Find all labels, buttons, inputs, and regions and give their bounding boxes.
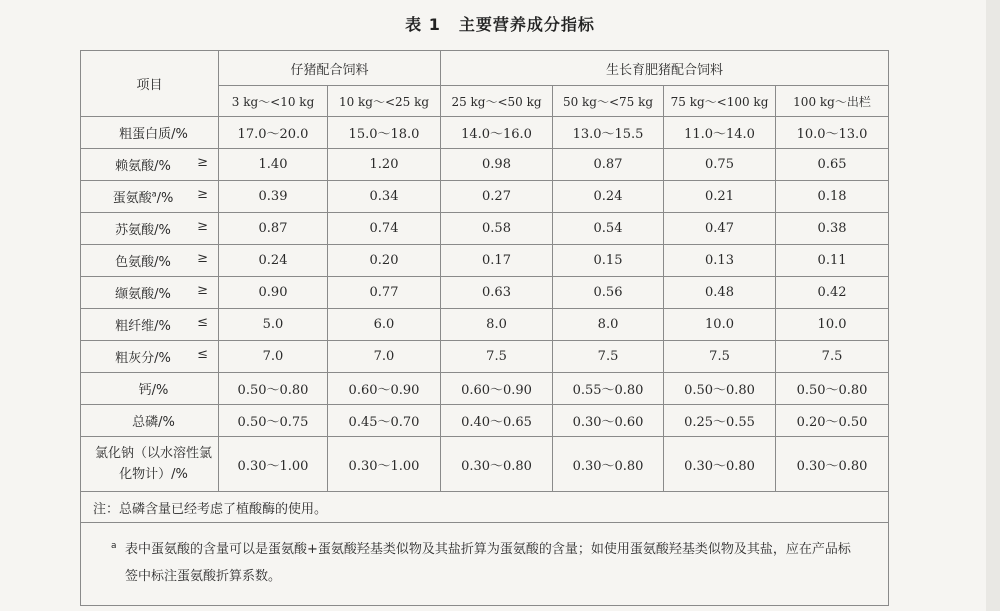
footnote-marker: a [151,189,157,199]
table-row [81,149,889,181]
comparison-operator: ≥ [197,251,208,266]
value-cell: 0.30～0.80 [776,437,889,492]
table-row [81,277,889,309]
row-label-text: 色氨酸/% [115,255,171,270]
value-cell: 10.0～13.0 [776,117,889,149]
row-label-text: 蛋氨酸 [112,191,152,206]
value-cell: 0.30～1.00 [328,437,441,492]
value-cell: 10.0 [776,309,889,341]
value-cell: 0.30～0.60 [553,405,664,437]
value-cell: 14.0～16.0 [441,117,553,149]
row-label [81,181,219,213]
row-label-text: 赖氨酸/% [115,159,171,174]
value-cell: 7.5 [441,341,553,373]
value-cell: 0.42 [776,277,889,309]
value-cell: 17.0～20.0 [219,117,328,149]
row-label-text: 总磷/% [132,415,175,430]
row-label-text: 粗灰分/% [115,351,171,366]
value-cell: 7.5 [553,341,664,373]
table-title-text: 主要营养成分指标 [458,15,595,34]
value-cell: 1.40 [219,149,328,181]
value-cell: 0.30～0.80 [664,437,776,492]
value-cell: 6.0 [328,309,441,341]
header-group-grower: 生长育肥猪配合饲料 [441,51,889,86]
table-row [81,309,889,341]
row-label [81,117,219,149]
row-label-text: 钙/% [138,383,169,398]
value-cell: 0.25～0.55 [664,405,776,437]
value-cell: 0.75 [664,149,776,181]
row-label [81,245,219,277]
scan-edge [986,0,1000,611]
value-cell: 0.39 [219,181,328,213]
value-cell: 0.24 [553,181,664,213]
comparison-operator: ≤ [197,347,208,362]
table-number: 表 1 [405,15,441,34]
header-weight-cell: 100 kg～出栏 [776,86,889,117]
value-cell: 0.40～0.65 [441,405,553,437]
value-cell: 7.5 [776,341,889,373]
value-cell: 0.45～0.70 [328,405,441,437]
value-cell: 8.0 [441,309,553,341]
table-row [81,373,889,405]
value-cell: 0.11 [776,245,889,277]
row-label-text: 苏氨酸/% [115,223,171,238]
comparison-operator: ≥ [197,219,208,234]
value-cell: 0.98 [441,149,553,181]
value-cell: 0.90 [219,277,328,309]
value-cell: 0.55～0.80 [553,373,664,405]
value-cell: 11.0～14.0 [664,117,776,149]
value-cell: 0.58 [441,213,553,245]
table-row [81,405,889,437]
value-cell: 10.0 [664,309,776,341]
nutrient-table [80,50,889,606]
value-cell: 0.34 [328,181,441,213]
row-label-text: 缬氨酸/% [115,287,171,302]
table-note: 注：总磷含量已经考虑了植酸酶的使用。 [81,492,889,523]
value-cell: 0.15 [553,245,664,277]
value-cell: 0.87 [219,213,328,245]
note-row [81,492,889,523]
comparison-operator: ≥ [197,187,208,202]
value-cell: 0.60～0.90 [441,373,553,405]
footnote-row [81,523,889,606]
value-cell: 0.47 [664,213,776,245]
value-cell: 0.50～0.80 [776,373,889,405]
row-label [81,277,219,309]
header-weight-cell: 75 kg～<100 kg [664,86,776,117]
comparison-operator: ≤ [197,315,208,330]
row-label [81,309,219,341]
row-label-text: 氯化钠（以水溶性氯化物计）/% [94,446,212,482]
value-cell: 0.24 [219,245,328,277]
row-label [81,405,219,437]
comparison-operator: ≥ [197,155,208,170]
header-group-piglet: 仔猪配合饲料 [219,51,441,86]
table-row [81,117,889,149]
table-row [81,181,889,213]
value-cell: 0.38 [776,213,889,245]
value-cell: 0.63 [441,277,553,309]
value-cell: 0.74 [328,213,441,245]
value-cell: 0.27 [441,181,553,213]
value-cell: 5.0 [219,309,328,341]
row-label-unit: /% [156,191,174,206]
value-cell: 0.60～0.90 [328,373,441,405]
value-cell: 8.0 [553,309,664,341]
value-cell: 0.87 [553,149,664,181]
value-cell: 7.0 [328,341,441,373]
header-weight-cell: 25 kg～<50 kg [441,86,553,117]
value-cell: 0.50～0.80 [219,373,328,405]
value-cell: 7.0 [219,341,328,373]
header-weight-cell: 3 kg～<10 kg [219,86,328,117]
table-title [0,12,1000,35]
row-label [81,437,219,492]
row-label-text: 粗纤维/% [115,319,171,334]
header-weight-cell: 50 kg～<75 kg [553,86,664,117]
value-cell: 0.20 [328,245,441,277]
value-cell: 15.0～18.0 [328,117,441,149]
table-row [81,341,889,373]
table-footnote [81,523,889,606]
header-weight-cell: 10 kg～<25 kg [328,86,441,117]
table-row [81,245,889,277]
table-row [81,213,889,245]
value-cell: 0.54 [553,213,664,245]
value-cell: 0.65 [776,149,889,181]
row-label [81,149,219,181]
value-cell: 0.77 [328,277,441,309]
value-cell: 0.56 [553,277,664,309]
value-cell: 0.30～1.00 [219,437,328,492]
row-label-text: 粗蛋白质/% [119,127,188,142]
value-cell: 0.13 [664,245,776,277]
footnote-text: 表中蛋氨酸的含量可以是蛋氨酸+蛋氨酸羟基类似物及其盐折算为蛋氨酸的含量；如使用蛋氨酸羟基类似物及其盐，应在产品标签中标注蛋氨酸折算系数。 [125,542,851,584]
value-cell: 0.50～0.75 [219,405,328,437]
value-cell: 0.17 [441,245,553,277]
row-label [81,213,219,245]
header-item: 项目 [81,51,219,117]
value-cell: 0.30～0.80 [441,437,553,492]
value-cell: 0.20～0.50 [776,405,889,437]
table-row [81,437,889,492]
footnote-mark: a [111,541,117,551]
row-label [81,373,219,405]
value-cell: 0.30～0.80 [553,437,664,492]
value-cell: 0.21 [664,181,776,213]
value-cell: 13.0～15.5 [553,117,664,149]
row-label [81,341,219,373]
value-cell: 7.5 [664,341,776,373]
value-cell: 0.18 [776,181,889,213]
value-cell: 1.20 [328,149,441,181]
comparison-operator: ≥ [197,283,208,298]
value-cell: 0.48 [664,277,776,309]
value-cell: 0.50～0.80 [664,373,776,405]
